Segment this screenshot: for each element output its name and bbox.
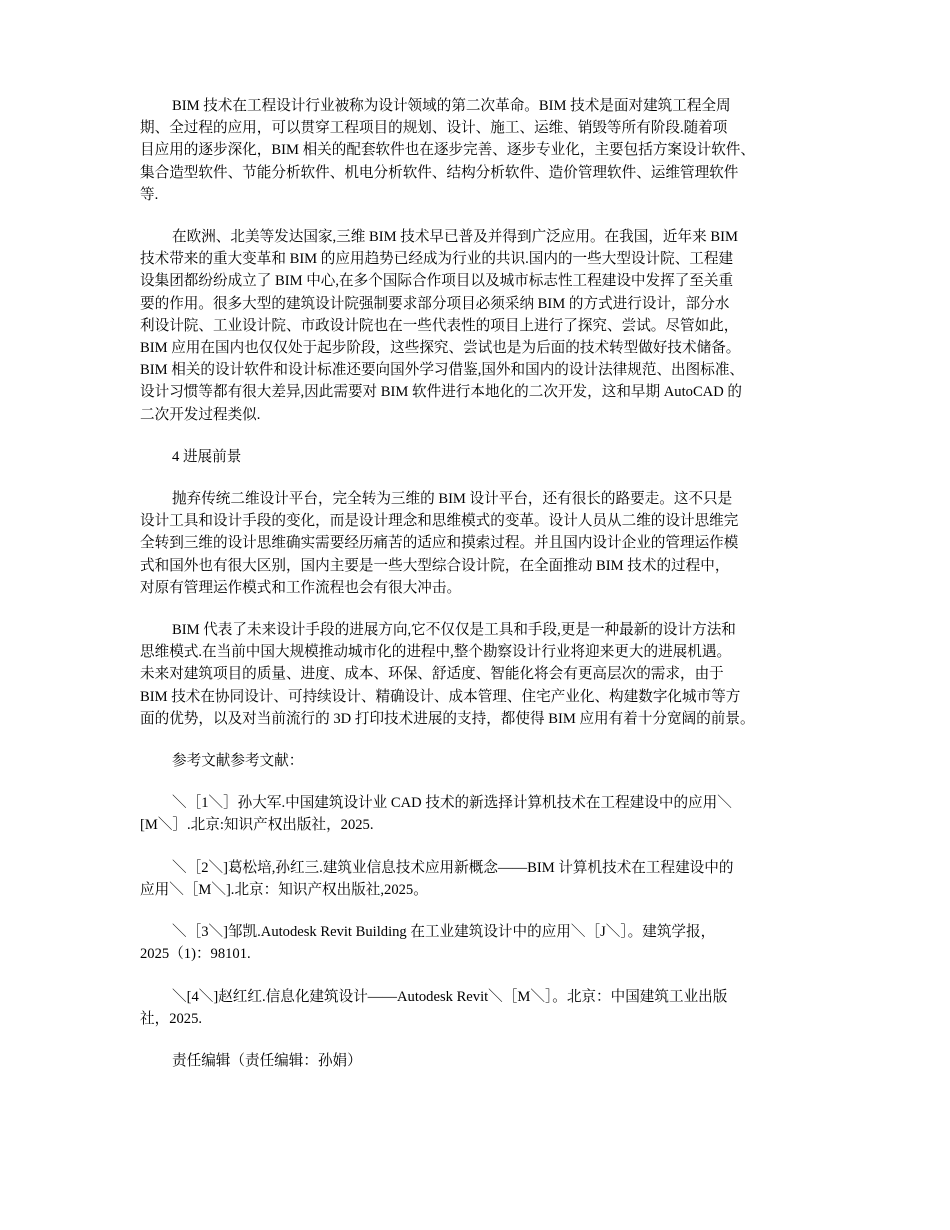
text-line: 面的优势，以及对当前流行的 3D 打印技术进展的支持，都使得 BIM 应用有着十分宽阔的前景。 xyxy=(140,710,755,727)
text-line: 全转到三维的设计思维确实需要经历痛苦的适应和摸索过程。并且国内设计企业的管理运作模 xyxy=(140,535,739,552)
reference-4 xyxy=(140,986,815,1030)
editor-note-text: 责任编辑（责任编辑：孙娟） xyxy=(172,1052,362,1069)
text-line: 设计习惯等都有很大差异,因此需要对 BIM 软件进行本地化的二次开发，这和早期 AutoCAD 的 xyxy=(140,384,743,401)
text-line: 要的作用。很多大型的建筑设计院强制要求部分项目必须采纳 BIM 的方式进行设计，部分水 xyxy=(140,295,730,312)
text-line: 思维模式.在当前中国大规模推动城市化的进程中,整个勘察设计行业将迎来更大的进展机遇。 xyxy=(140,644,732,661)
paragraph-bim-adoption xyxy=(140,226,815,426)
section-heading xyxy=(140,446,815,468)
text-line: 利设计院、工业设计院、市政设计院也在一些代表性的项目上进行了探究、尝试。尽管如此， xyxy=(140,317,739,334)
text-line: ＼［1＼］孙大军.中国建筑设计业 CAD 技术的新选择计算机技术在工程建设中的应用＼ xyxy=(172,795,732,812)
text-line: 期、全过程的应用，可以贯穿工程项目的规划、设计、施工、运维、销毁等所有阶段.随着项 xyxy=(140,120,728,137)
text-line: 2025（1)：98101. xyxy=(140,946,251,963)
text-line: 社，2025. xyxy=(140,1010,203,1027)
editor-note xyxy=(140,1050,815,1072)
text-line: [M＼］.北京:知识产权出版社，2025. xyxy=(140,817,374,834)
text-line: 设计工具和设计手段的变化，而是设计理念和思维模式的变革。设计人员从二维的设计思维完 xyxy=(140,513,739,530)
text-line: BIM 技术在协同设计、可持续设计、精确设计、成本管理、住宅产业化、构建数字化城市等方 xyxy=(140,688,741,705)
document-page xyxy=(140,95,815,1092)
text-line: 未来对建筑项目的质量、进度、成本、环保、舒适度、智能化将会有更高层次的需求，由于 xyxy=(140,666,724,683)
text-line: 目应用的逐步深化，BIM 相关的配套软件也在逐步完善、逐步专业化，主要包括方案设计软件、 xyxy=(140,142,755,159)
paragraph-bim-intro xyxy=(140,95,815,206)
text-line: 对原有管理运作模式和工作流程也会有很大冲击。 xyxy=(140,579,462,596)
text-line: 设集团都纷纷成立了 BIM 中心,在多个国际合作项目以及城市标志性工程建设中发挥了至关重 xyxy=(140,273,734,290)
references-heading-text: 参考文献参考文献： xyxy=(172,753,304,770)
text-line: ＼［2＼]葛松培,孙红三.建筑业信息技术应用新概念——BIM 计算机技术在工程建设中的 xyxy=(172,859,734,876)
paragraph-prospect-1 xyxy=(140,488,815,599)
text-line: BIM 代表了未来设计手段的进展方向,它不仅仅是工具和手段,更是一种最新的设计方法和 xyxy=(172,622,736,639)
text-line: BIM 应用在国内也仅仅处于起步阶段，这些探究、尝试也是为后面的技术转型做好技术储备。 xyxy=(140,340,741,357)
section-heading-text: 4 进展前景 xyxy=(172,448,242,465)
references-heading xyxy=(140,750,815,772)
text-line: 抛弃传统二维设计平台，完全转为三维的 BIM 设计平台，还有很长的路要走。这不只是 xyxy=(172,491,733,508)
reference-1 xyxy=(140,792,815,836)
text-line: BIM 相关的设计软件和设计标准还要向国外学习借鉴,国外和国内的设计法律规范、出图标准、 xyxy=(140,362,745,379)
reference-3 xyxy=(140,921,815,965)
text-line: 等. xyxy=(140,186,159,203)
text-line: ＼［3＼]邹凯.Autodesk Revit Building 在工业建筑设计中的应用＼［J＼］。建筑学报， xyxy=(172,924,716,941)
text-line: 技术带来的重大变革和 BIM 的应用趋势已经成为行业的共识.国内的一些大型设计院、工程建 xyxy=(140,251,734,268)
text-line: BIM 技术在工程设计行业被称为设计领域的第二次革命。BIM 技术是面对建筑工程全周 xyxy=(172,98,731,114)
text-line: 集合造型软件、节能分析软件、机电分析软件、结构分析软件、造价管理软件、运维管理软件 xyxy=(140,164,739,181)
text-line: 应用＼［M＼].北京：知识产权出版社,2025。 xyxy=(140,881,428,898)
text-line: 在欧洲、北美等发达国家,三维 BIM 技术早已普及并得到广泛应用。在我国，近年来 BIM xyxy=(172,229,738,246)
text-line: 二次开发过程类似. xyxy=(140,406,261,423)
text-line: ＼[4＼]赵红红.信息化建筑设计——Autodesk Revit＼［M＼］。北京：中国建筑工业出版 xyxy=(172,988,728,1005)
reference-2 xyxy=(140,857,815,901)
text-line: 式和国外也有很大区别，国内主要是一些大型综合设计院，在全面推动 BIM 技术的过程中， xyxy=(140,557,730,574)
paragraph-prospect-2 xyxy=(140,619,815,730)
